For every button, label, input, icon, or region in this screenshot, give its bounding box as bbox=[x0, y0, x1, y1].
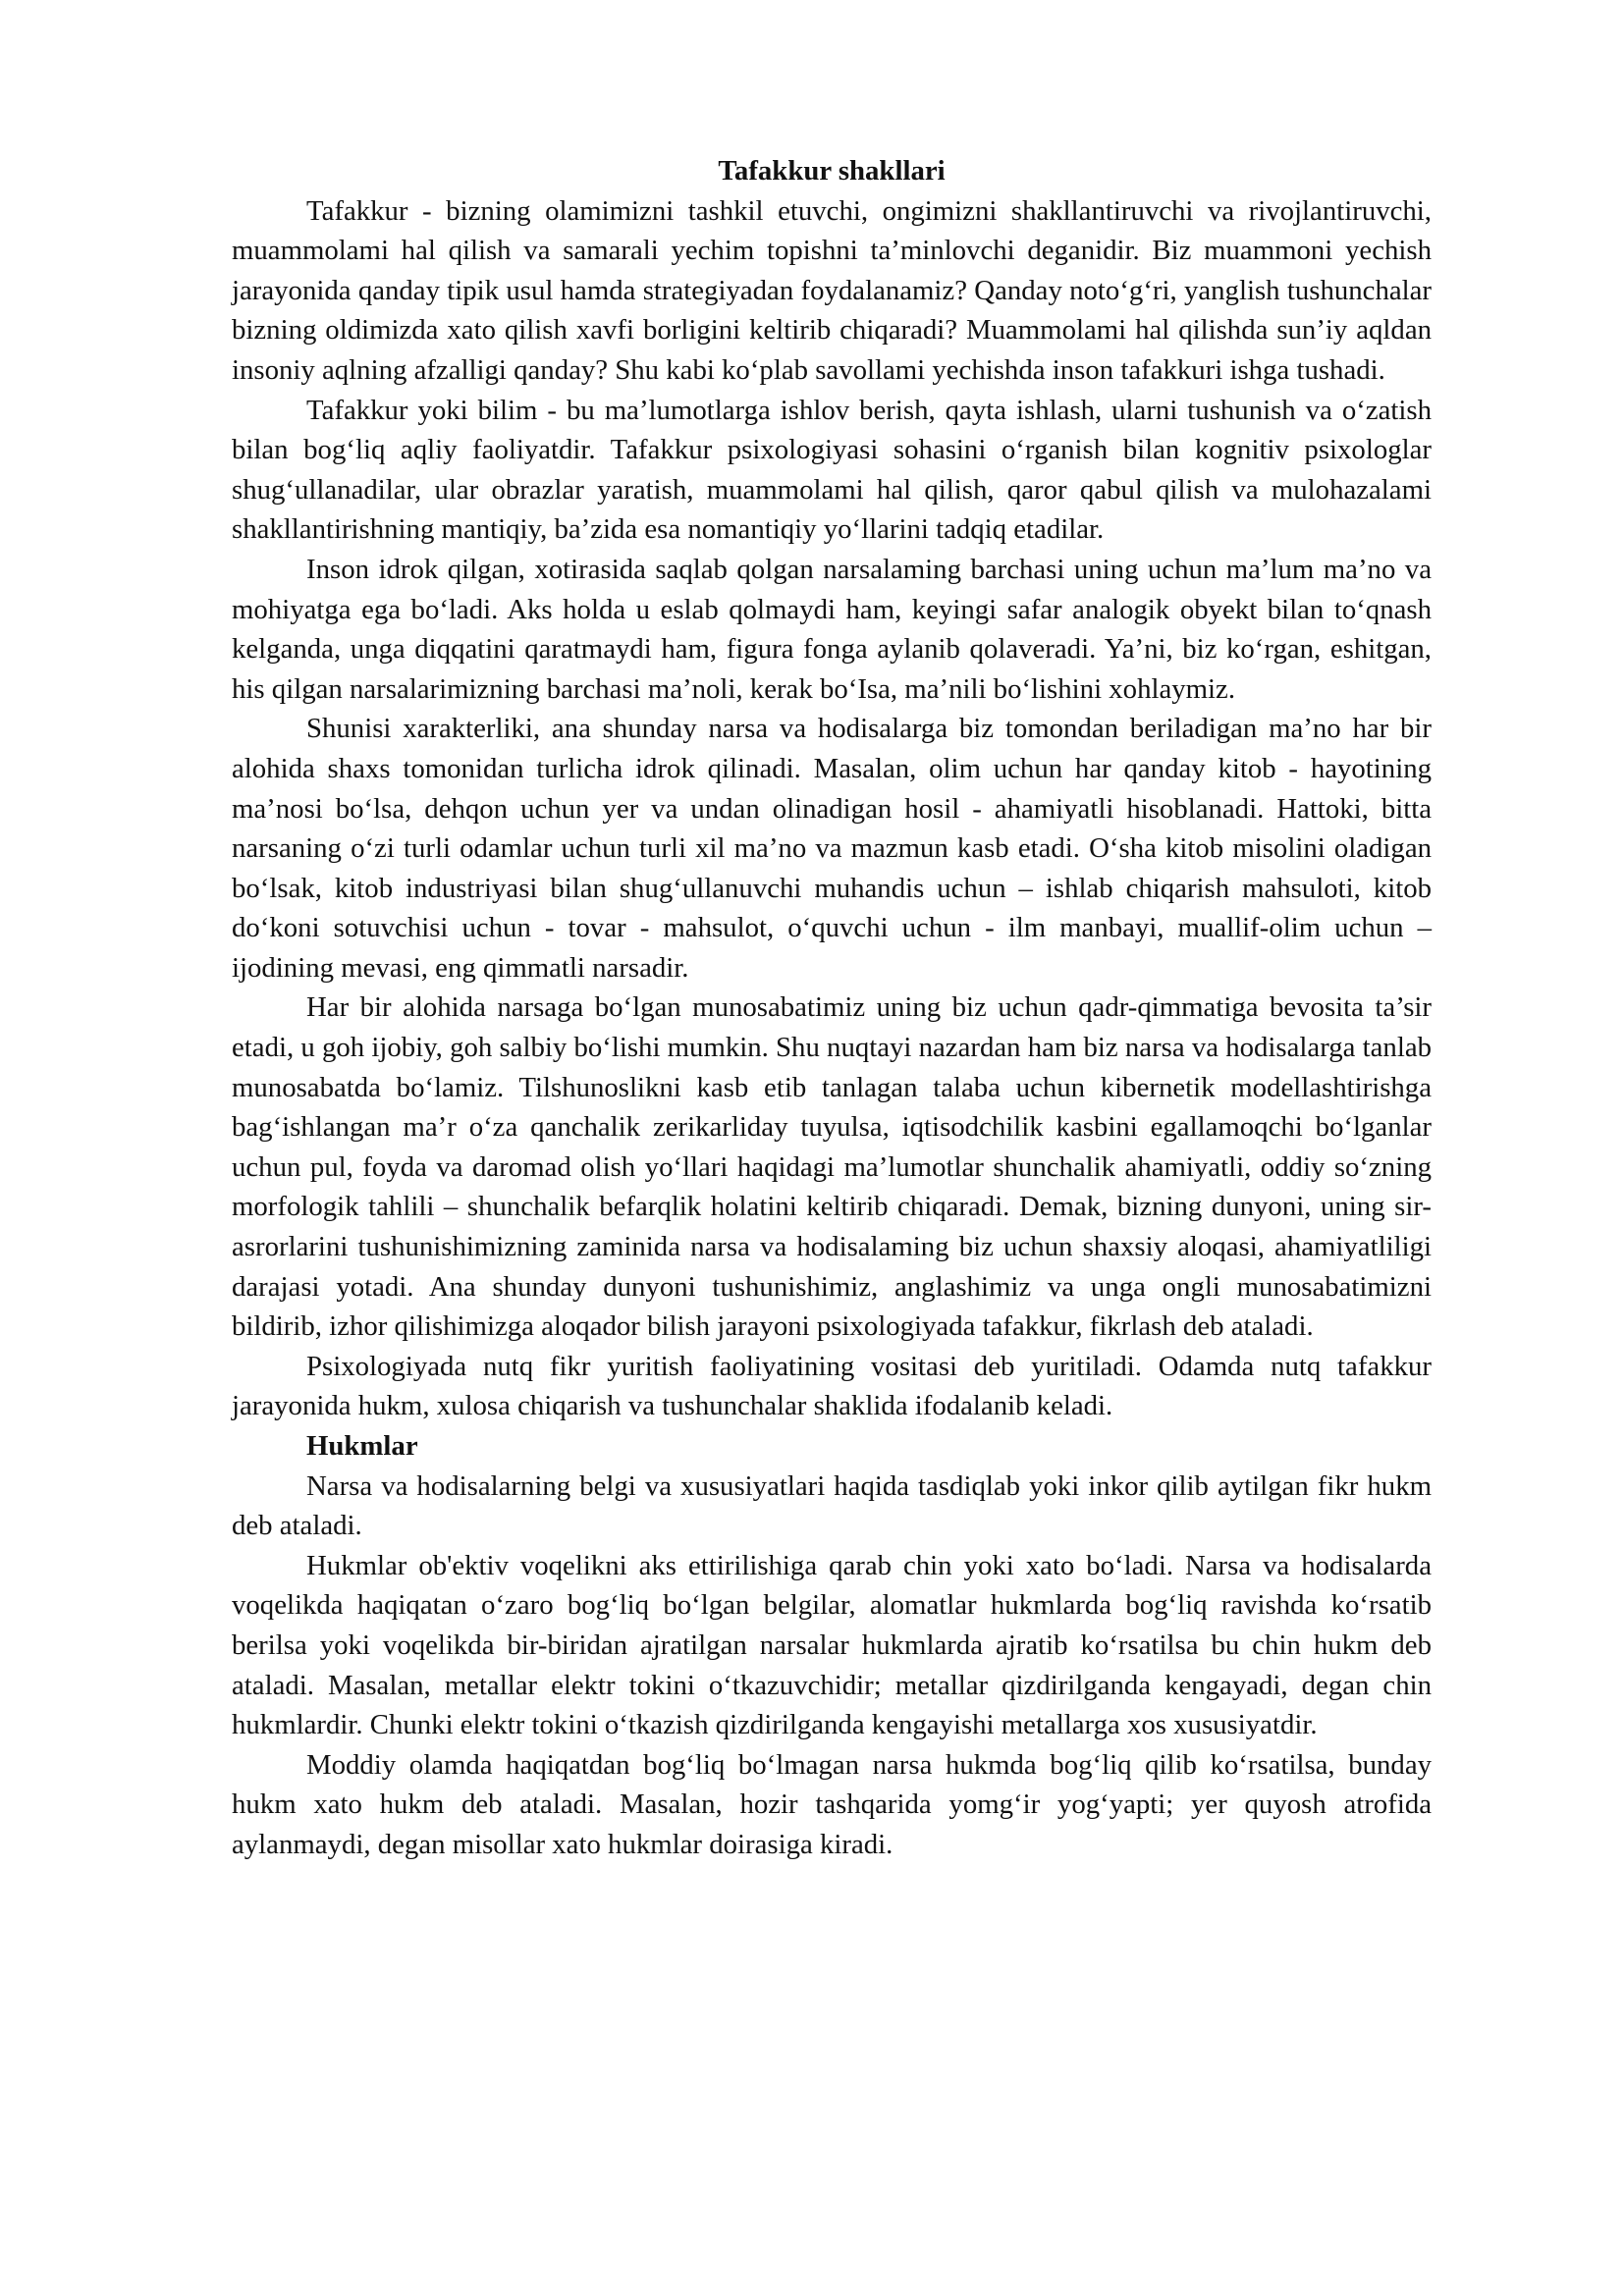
paragraph-intro-1: Tafakkur - bizning olamimizni tashkil etuvchi, ongimizni shakllantiruvchi va rivojlantiruvchi, muammolami hal qilish va samarali yechim topishni ta’minlovchi deganidir. Biz muammoni yechish jarayonida qanday tipik usul hamda strategiyadan foydalanamiz? Qanday noto‘g‘ri, yanglish tushunchalar bizning oldimizda xato qilish xavfi borligini keltirib chiqaradi? Muammolami hal qilishda sun’iy aqldan insoniy aqlning afzalligi qanday? Shu kabi ko‘plab savollami yechishda inson tafakkuri ishga tushadi. bbox=[232, 194, 1432, 386]
document-body bbox=[232, 151, 1432, 1865]
paragraph-hukmlar-3: Moddiy olamda haqiqatdan bog‘liq bo‘lmagan narsa hukmda bog‘liq qilib ko‘rsatilsa, bunday hukm xato hukm deb ataladi. Masalan, hozir tashqarida yomg‘ir yog‘yapti; yer quyosh atrofida aylanmaydi, degan misollar xato hukmlar doirasiga kiradi. bbox=[232, 1748, 1432, 1860]
paragraph-intro-3: Inson idrok qilgan, xotirasida saqlab qolgan narsalaming barchasi uning uchun ma’lum ma’no va mohiyatga ega bo‘ladi. Aks holda u eslab qolmaydi ham, keyingi safar analogik obyekt bilan to‘qnash kelganda, unga diqqatini qaratmaydi ham, figura fonga aylanib qolaveradi. Ya’ni, biz ko‘rgan, eshitgan, his qilgan narsalarimizning barchasi ma’noli, kerak bo‘Isa, ma’nili bo‘lishini xohlaymiz. bbox=[232, 553, 1432, 705]
paragraph-hukmlar-1: Narsa va hodisalarning belgi va xususiyatlari haqida tasdiqlab yoki inkor qilib aytilgan fikr hukm deb ataladi. bbox=[232, 1469, 1432, 1542]
paragraph-hukmlar-2: Hukmlar ob'ektiv voqelikni aks ettirilishiga qarab chin yoki xato bo‘ladi. Narsa va hodisalarda voqelikda haqiqatan o‘zaro bog‘liq bo‘lgan belgilar, alomatlar hukmlarda bog‘liq ravishda ko‘rsatib berilsa yoki voqelikda bir-biridan ajratilgan narsalar hukmlarda ajratib ko‘rsatilsa bu chin hukm deb ataladi. Masalan, metallar elektr tokini o‘tkazuvchidir; metallar qizdirilganda kengayadi, degan chin hukmlardir. Chunki elektr tokini o‘tkazish qizdirilganda kengayishi metallarga xos xususiyatdir. bbox=[232, 1549, 1432, 1741]
paragraph-intro-6: Psixologiyada nutq fikr yuritish faoliyatining vositasi deb yuritiladi. Odamda nutq tafakkur jarayonida hukm, xulosa chiqarish va tushunchalar shaklida ifodalanib keladi. bbox=[232, 1350, 1432, 1422]
section-heading-hukmlar: Hukmlar bbox=[306, 1430, 418, 1462]
paragraph-intro-4: Shunisi xarakterliki, ana shunday narsa va hodisalarga biz tomondan beriladigan ma’no har bir alohida shaxs tomonidan turlicha idrok qilinadi. Masalan, olim uchun har qanday kitob - hayotining ma’nosi bo‘lsa, dehqon uchun yer va undan olinadigan hosil - ahamiyatli hisoblanadi. Hattoki, bitta narsaning o‘zi turli odamlar uchun turli xil ma’no va mazmun kasb etadi. O‘sha kitob misolini oladigan bo‘lsak, kitob industriyasi bilan shug‘ullanuvchi muhandis uchun – ishlab chiqarish mahsuloti, kitob do‘koni sotuvchisi uchun - tovar - mahsulot, o‘quvchi uchun - ilm manbayi, muallif-olim uchun – ijodining mevasi, eng qimmatli narsadir. bbox=[232, 713, 1432, 984]
paragraph-intro-5: Har bir alohida narsaga bo‘lgan munosabatimiz uning biz uchun qadr-qimmatiga bevosita ta’sir etadi, u goh ijobiy, goh salbiy bo‘lishi mumkin. Shu nuqtayi nazardan ham biz narsa va hodisalarga tanlab munosabatda bo‘lamiz. Tilshunoslikni kasb etib tanlagan talaba uchun kibernetik modellashtirishga bag‘ishlangan ma’r o‘za qanchalik zerikarliday tuyulsa, iqtisodchilik kasbini egallamoqchi bo‘lganlar uchun pul, foyda va daromad olish yo‘llari haqidagi ma’lumotlar shunchalik ahamiyatli, oddiy so‘zning morfologik tahlili – shunchalik befarqlik holatini keltirib chiqaradi. Demak, bizning dunyoni, uning sir-asrorlarini tushunishimizning zaminida narsa va hodisalaming biz uchun shaxsiy aloqasi, ahamiyatliligi darajasi yotadi. Ana shunday dunyoni tushunishimiz, anglashimiz va unga ongli munosabatimizni bildirib, izhor qilishimizga aloqador bilish jarayoni psixologiyada tafakkur, fikrlash deb ataladi. bbox=[232, 991, 1433, 1343]
page-title: Tafakkur shakllari bbox=[718, 155, 946, 187]
paragraph-intro-2: Tafakkur yoki bilim - bu ma’lumotlarga ishlov berish, qayta ishlash, ularni tushunish va o‘zatish bilan bog‘liq aqliy faoliyatdir. Tafakkur psixologiyasi sohasini o‘rganish bilan kognitiv psixologlar shug‘ullanadilar, ular obrazlar yaratish, muammolami hal qilish, qaror qabul qilish va mulohazalami shakllantirishning mantiqiy, ba’zida esa nomantiqiy yo‘llarini tadqiq etadilar. bbox=[232, 394, 1432, 546]
